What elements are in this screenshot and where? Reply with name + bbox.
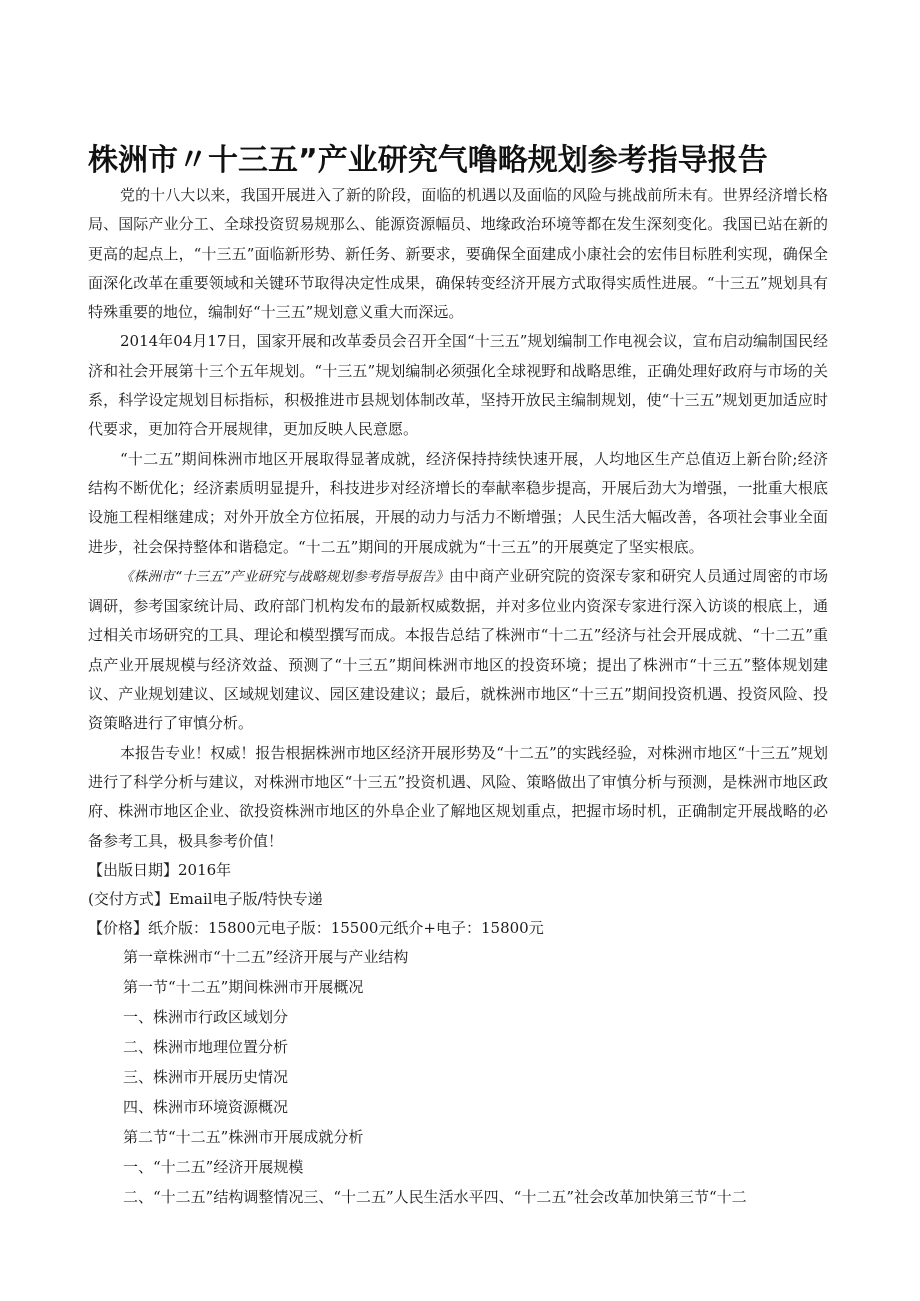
- paragraph-meeting: [88, 327, 828, 444]
- report-title-reference: 《株洲市“十三五”产业研究与战略规划参考指导报告》: [120, 568, 449, 585]
- publish-date: 【出版日期】2016年: [88, 860, 232, 879]
- toc-item: 第一章株洲市“十二五”经济开展与产业结构: [123, 948, 409, 966]
- toc-item: 一、株洲市行政区域划分: [123, 1008, 289, 1026]
- paragraph-report-value: [88, 739, 828, 856]
- toc-item: 一、“十二五”经济开展规模: [123, 1158, 304, 1176]
- document-title: 株洲市〃十三五”产业研究气噜略规划参考指导报告: [88, 143, 768, 178]
- paragraph-text: “十二五”期间株洲市地区开展取得显著成就，经济保持持续快速开展，人均地区生产总值迈上新台阶;经济结构不断优化；经济素质明显提升，科技进步对经济增长的奉献率稳步提高，开展后劲大为增强，一批重大根底设施工程相继建成；对外开放全方位拓展，开展的动力与活力不断增强；人民生活大幅改善，各项社会事业全面进步，社会保持整体和谐稳定。“十二五”期间的开展成就为“十三五”的开展奠定了坚实根底。: [88, 449, 828, 556]
- delivery-method: (交付方式】Email电子版/特快专递: [88, 890, 323, 909]
- table-of-contents: [123, 942, 833, 1212]
- toc-item: 第一节“十二五”期间株洲市开展概况: [123, 978, 364, 996]
- toc-item: 三、株洲市开展历史情况: [123, 1068, 289, 1086]
- paragraph-text: 由中商产业研究院的资深专家和研究人员通过周密的市场调研，参考国家统计局、政府部门机构发布的最新权威数据，并对多位业内资深专家进行深入访谈的根底上，通过相关市场研究的工具、理论和模型撰写而成。本报告总结了株洲市“十二五”经济与社会开展成就、“十二五”重点产业开展规模与经济效益、预测了“十三五”期间株洲市地区的投资环境；提出了株洲市“十三五”整体规划建议、产业规划建议、区域规划建议、园区建设建议；最后，就株洲市地区“十三五”期间投资机遇、投资风险、投资策略进行了审慎分析。: [88, 566, 828, 733]
- paragraph-text: 党的十八大以来，我国开展进入了新的阶段，面临的机遇以及面临的风险与挑战前所未有。世界经济增长格局、国际产业分工、全球投资贸易规那么、能源资源幅员、地缘政治环境等都在发生深刻变化。我国已站在新的更高的起点上，“十三五”面临新形势、新任务、新要求，要确保全面建成小康社会的宏伟目标胜利实现，确保全面深化改革在重要领域和关键环节取得决定性成果，确保转变经济开展方式取得实质性进展。“十三五”规划具有特殊重要的地位，编制好“十三五”规划意义重大而深远。: [88, 186, 828, 322]
- paragraph-text: 本报告专业！权威！报告根据株洲市地区经济开展形势及“十二五”的实践经验，对株洲市地区“十三五”规划进行了科学分析与建议，对株洲市地区“十三五”投资机遇、风险、策略做出了审慎分析与预测，是株洲市地区政府、株洲市地区企业、欲投资株洲市地区的外阜企业了解地区规划重点，把握市场时机，正确制定开展战略的必备参考工具，极具参考价值！: [88, 743, 828, 850]
- paragraph-report-summary: [88, 562, 828, 739]
- paragraph-text: 2014年04月17日，国家开展和改革委员会召开全国“十三五”规划编制工作电视会议，宣布启动编制国民经济和社会开展第十三个五年规划。“十三五”规划编制必须强化全球视野和战略思维，正确处理好政府与市场的关系，科学设定规划目标指标，积极推进市县规划体制改革，坚持开放民主编制规划，使“十三五”规划更加适应时代要求，更加符合开展规律，更加反映人民意愿。: [88, 332, 828, 439]
- price-info: 【价格】纸介版：15800元电子版：15500元纸介+电子：15800元: [88, 919, 544, 938]
- document-body: [88, 181, 828, 944]
- toc-item: 二、“十二五”结构调整情况三、“十二五”人民生活水平四、“十二五”社会改革加快第三节“十二: [123, 1188, 747, 1206]
- toc-item: 第二节“十二五”株洲市开展成就分析: [123, 1128, 364, 1146]
- paragraph-intro: [88, 181, 828, 327]
- toc-item: 二、株洲市地理位置分析: [123, 1038, 289, 1056]
- toc-item: 四、株洲市环境资源概况: [123, 1098, 289, 1116]
- paragraph-achievements: [88, 445, 828, 562]
